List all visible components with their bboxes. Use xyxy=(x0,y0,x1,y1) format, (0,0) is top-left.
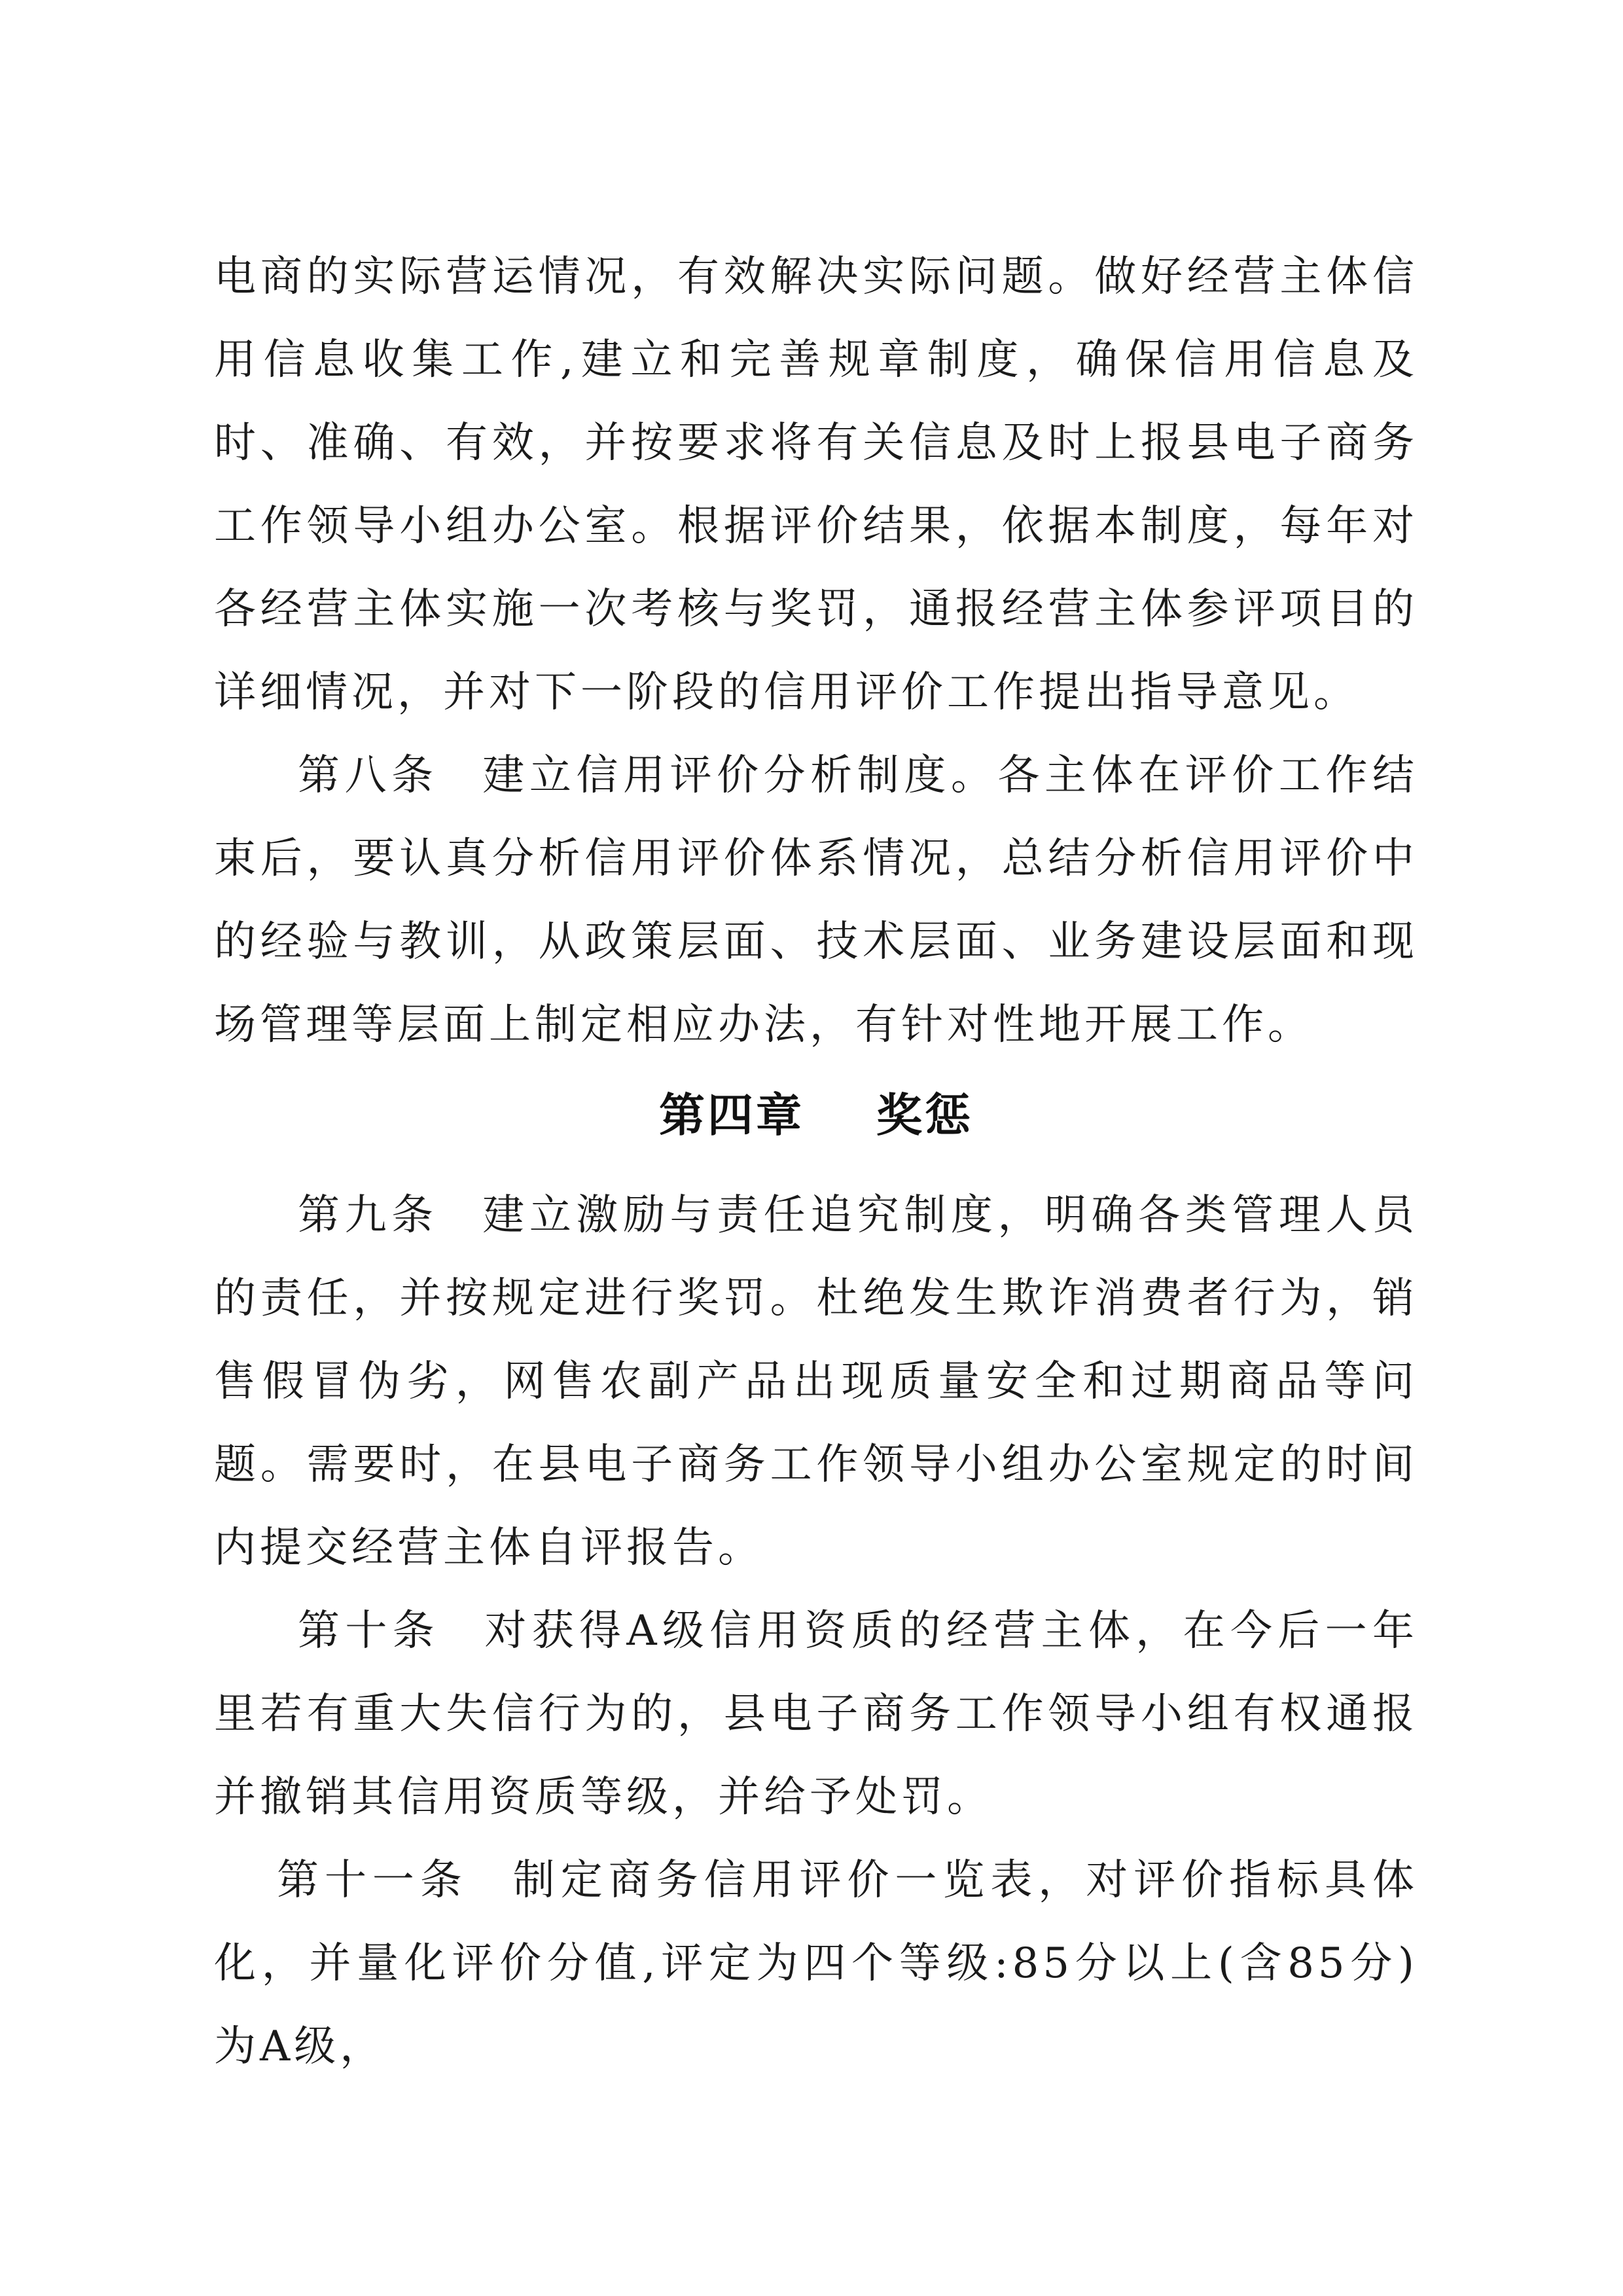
article-9-text: 建立激励与责任追究制度，明确各类管理人员的责任，并按规定进行奖罚。杜绝发生欺诈消费者行为，销售假冒伪劣，网售农副产品出现质量安全和过期商品等问题。需要时，在县电子商务工作领导小组办公室规定的时间内提交经营主体自评报告。 xyxy=(214,1191,1419,1572)
chapter-number: 第四章 xyxy=(659,1088,804,1142)
article-10-text: 对获得A级信用资质的经营主体，在今后一年里若有重大失信行为的，县电子商务工作领导小组有权通报并撤销其信用资质等级，并给予处罚。 xyxy=(214,1607,1418,1821)
article-9-label: 第九条 xyxy=(298,1191,438,1240)
paragraph-text: 电商的实际营运情况，有效解决实际问题。做好经营主体信用信息收集工作,建立和完善规章制度，确保信用信息及时、准确、有效，并按要求将有关信息及时上报县电子商务工作领导小组办公室。根据评价结果，依据本制度，每年对各经营主体实施一次考核与奖罚，通报经营主体参评项目的详细情况，并对下一阶段的信用评价工作提出指导意见。 xyxy=(214,253,1418,717)
chapter-title: 奖惩 xyxy=(876,1088,973,1142)
document-body xyxy=(214,236,1418,2089)
article-10 xyxy=(214,1590,1418,1839)
article-10-label: 第十条 xyxy=(298,1607,440,1655)
paragraph-continuation xyxy=(214,236,1418,734)
article-8-text: 建立信用评价分析制度。各主体在评价工作结束后，要认真分析信用评价体系情况，总结分析信用评价中的经验与教训，从政策层面、技术层面、业务建设层面和现场管理等层面上制定相应办法，有针对性地开展工作。 xyxy=(214,751,1419,1049)
article-9 xyxy=(214,1174,1418,1590)
article-11-text: 制定商务信用评价一览表，对评价指标具体化，并量化评价分值,评定为四个等级:85分以上(含85分)为A级， xyxy=(214,1856,1418,2071)
article-11-label: 第十一条 xyxy=(277,1856,468,1905)
article-8 xyxy=(214,734,1418,1067)
article-11 xyxy=(214,1839,1418,2089)
chapter-heading xyxy=(214,1076,1418,1155)
article-8-label: 第八条 xyxy=(298,751,438,800)
